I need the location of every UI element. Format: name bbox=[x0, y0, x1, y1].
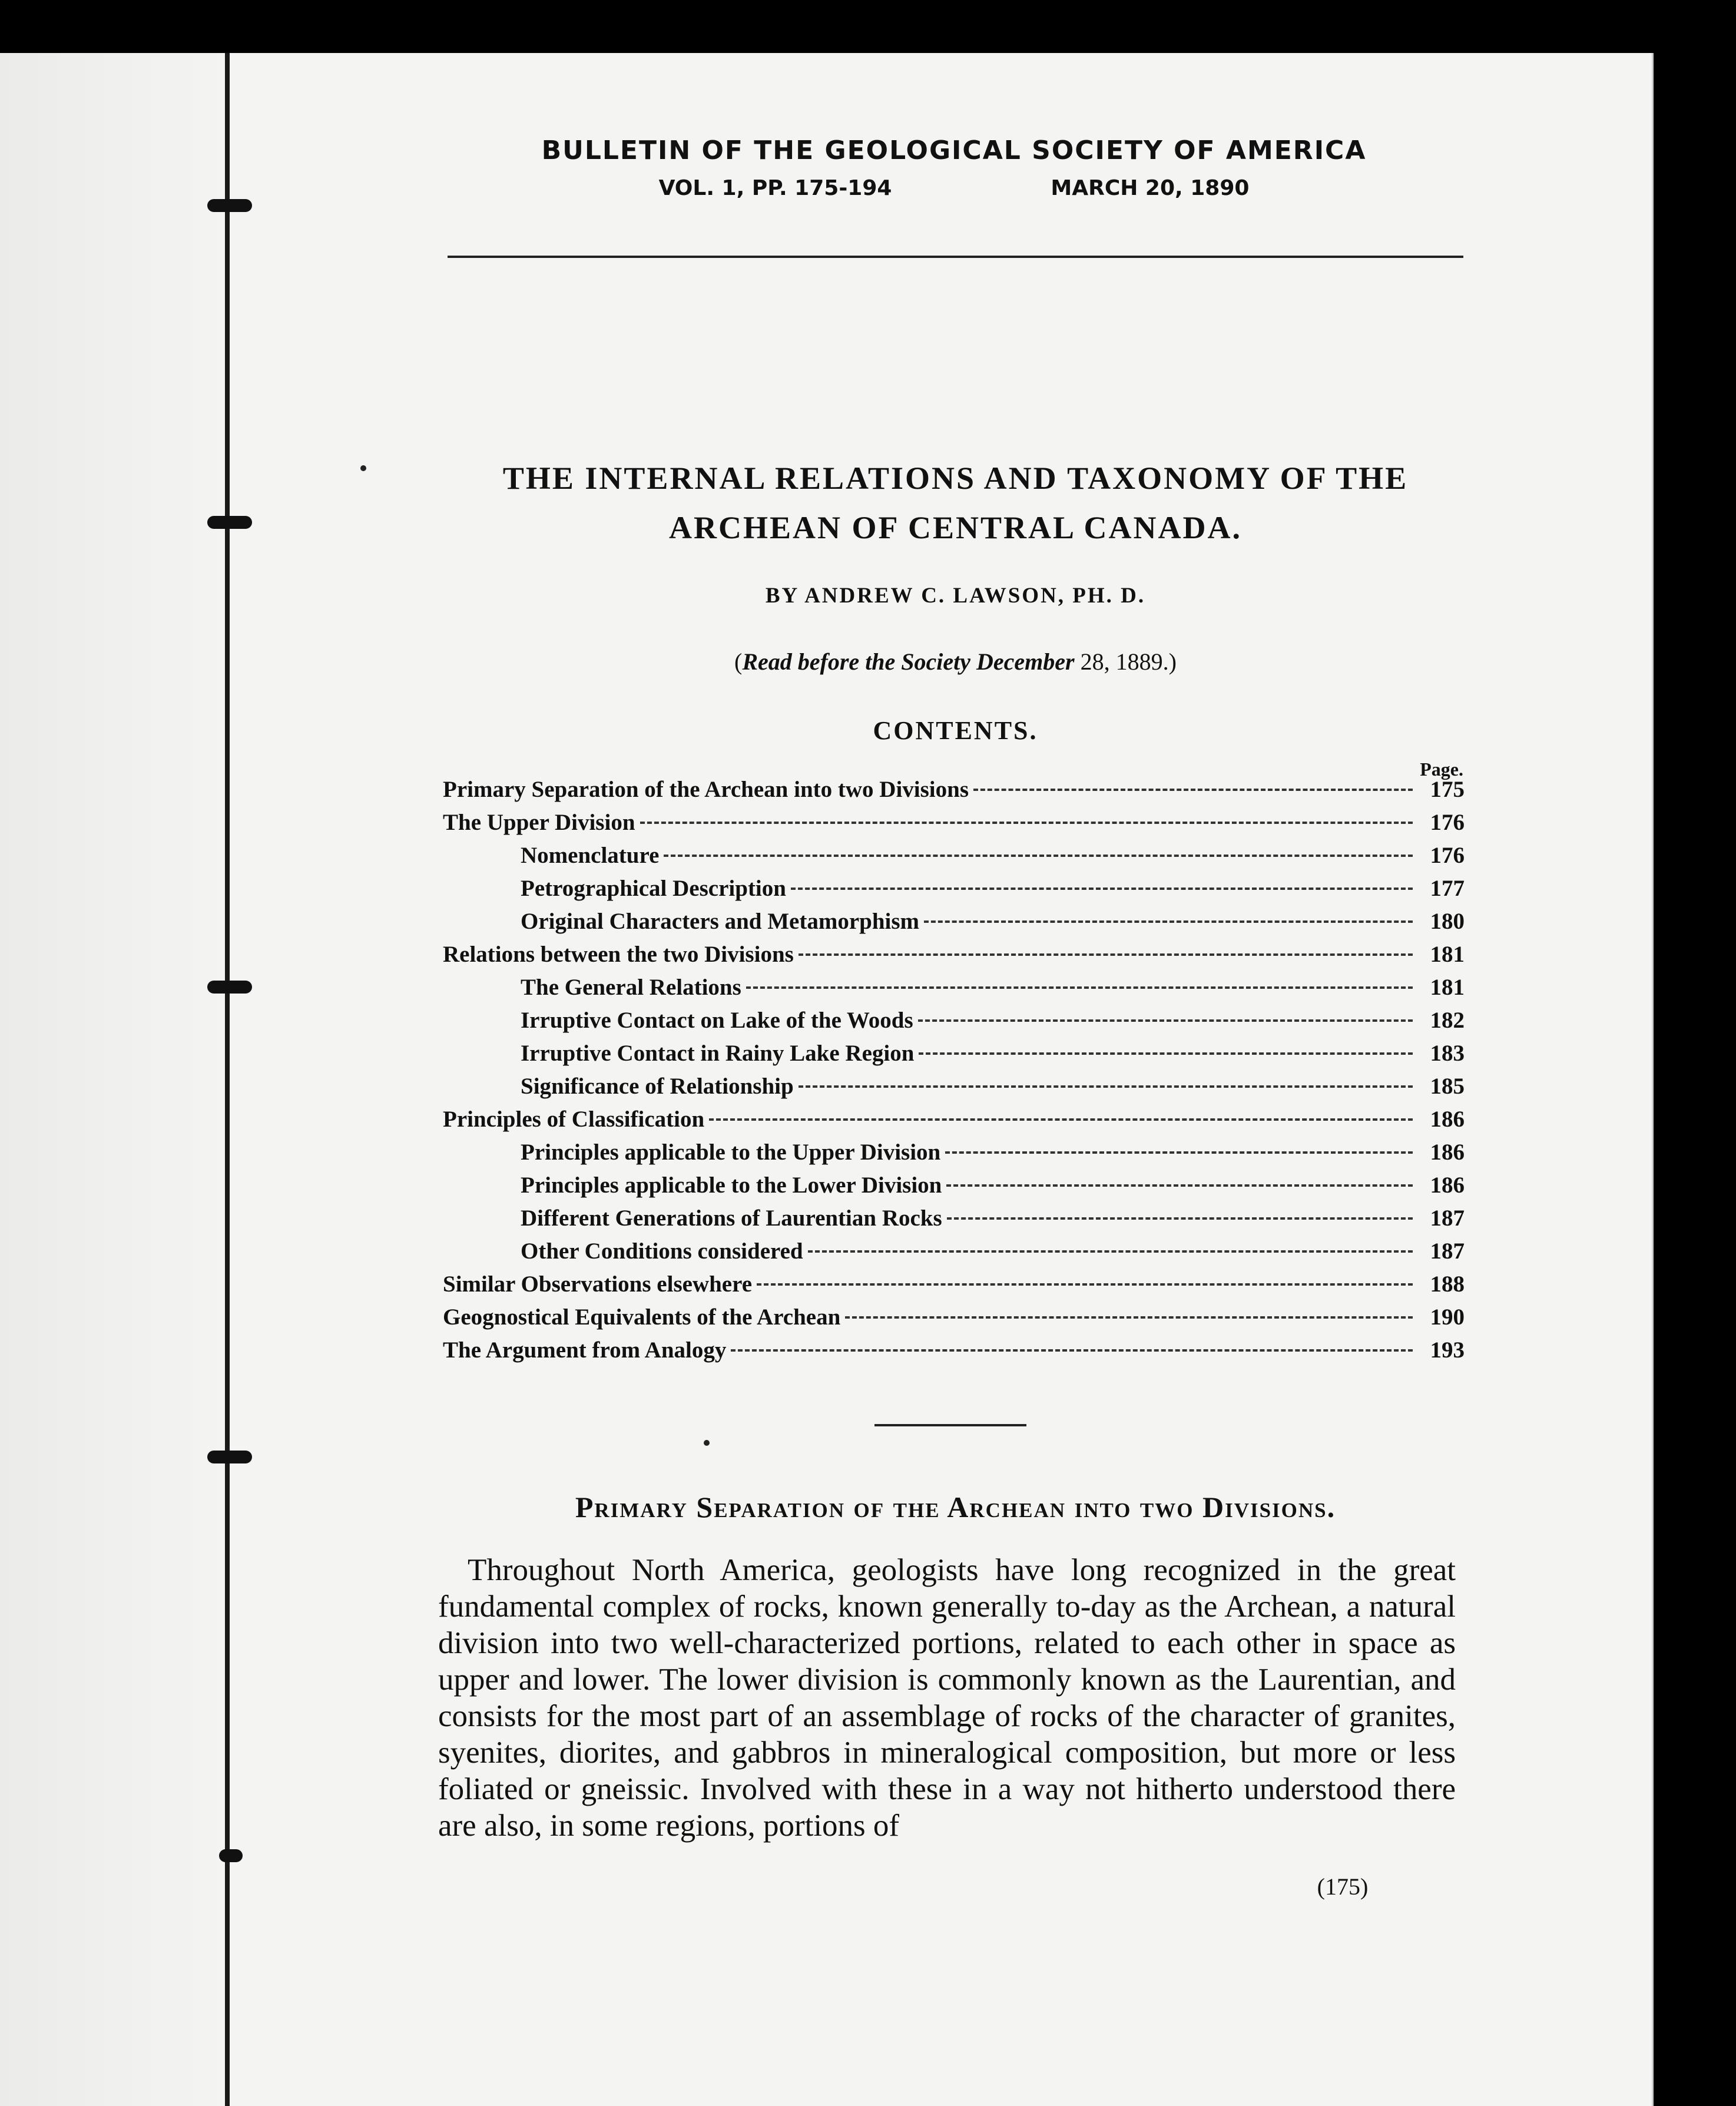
toc-page: 180 bbox=[1430, 909, 1465, 934]
toc-label: Relations between the two Divisions bbox=[443, 942, 794, 967]
section-divider bbox=[874, 1424, 1026, 1426]
toc-entry bbox=[443, 1304, 1465, 1337]
toc-entry bbox=[443, 776, 1465, 809]
toc-entry bbox=[443, 809, 1465, 842]
toc-label: Nomenclature bbox=[521, 843, 660, 868]
volume-pages: VOL. 1, PP. 175-194 bbox=[658, 176, 892, 200]
leader-dots bbox=[947, 1217, 1413, 1220]
toc-entry bbox=[443, 1337, 1465, 1370]
title-line-2: ARCHEAN OF CENTRAL CANADA. bbox=[668, 510, 1243, 545]
toc-page: 183 bbox=[1430, 1041, 1465, 1066]
toc-page: 175 bbox=[1430, 777, 1465, 802]
toc-entry bbox=[443, 875, 1465, 908]
leader-dots bbox=[709, 1118, 1413, 1121]
leader-dots bbox=[664, 855, 1413, 857]
toc-page: 182 bbox=[1430, 1008, 1465, 1033]
page-number: (175) bbox=[1317, 1873, 1369, 1900]
author-byline: BY ANDREW C. LAWSON, PH. D. bbox=[765, 584, 1146, 608]
leader-dots bbox=[845, 1316, 1413, 1319]
binding-stitch bbox=[207, 1451, 252, 1463]
toc-label: Principles applicable to the Lower Division bbox=[521, 1173, 942, 1198]
toc-entry bbox=[443, 1040, 1465, 1073]
header-rule bbox=[448, 256, 1463, 258]
toc-label: Other Conditions considered bbox=[521, 1239, 803, 1264]
issue-line bbox=[448, 176, 1460, 200]
toc-page: 177 bbox=[1430, 876, 1465, 901]
issue-date: MARCH 20, 1890 bbox=[1051, 176, 1250, 200]
leader-dots bbox=[731, 1349, 1413, 1352]
toc-entry bbox=[443, 1205, 1465, 1238]
toc-page: 176 bbox=[1430, 843, 1465, 868]
toc-page: 181 bbox=[1430, 975, 1465, 1000]
toc-label: The Argument from Analogy bbox=[443, 1337, 727, 1363]
body-paragraph: Throughout North America, geologists have long recognized in the great fundamental complex of rocks, known generally to-day as the Archean, a natural division into two well-characterized portions, related to each other in space as upper and lower. The lower division is commonly known as the Laurentian, and consists for the most part of an assemblage of rocks of the character of granites, syenites, diorites, and gabbros in mineralogical composition, but more or less foliated or gneissic. Involved with these in a way not hitherto understood there are also, in some regions, portions of bbox=[438, 1553, 1456, 1843]
leader-dots bbox=[945, 1151, 1413, 1154]
leader-dots bbox=[919, 1052, 1413, 1055]
leader-dots bbox=[918, 1019, 1413, 1022]
toc-label: Irruptive Contact on Lake of the Woods bbox=[521, 1008, 913, 1033]
page-column-label: Page. bbox=[1420, 759, 1463, 780]
leader-dots bbox=[746, 986, 1413, 989]
running-head bbox=[448, 135, 1460, 200]
toc-page: 176 bbox=[1430, 810, 1465, 835]
toc-label: Principles of Classification bbox=[443, 1107, 705, 1132]
binding-stitch bbox=[207, 199, 252, 212]
article-title bbox=[448, 453, 1463, 552]
leader-dots bbox=[799, 953, 1413, 956]
toc-entry bbox=[443, 842, 1465, 875]
leader-dots bbox=[757, 1283, 1413, 1286]
toc-label: Significance of Relationship bbox=[521, 1074, 794, 1099]
leader-dots bbox=[640, 822, 1413, 824]
toc-entry bbox=[443, 1007, 1465, 1040]
leader-dots bbox=[973, 789, 1413, 791]
leader-dots bbox=[799, 1085, 1413, 1088]
toc-entry bbox=[443, 1073, 1465, 1106]
toc-entry bbox=[443, 1139, 1465, 1172]
speck-mark bbox=[360, 465, 366, 471]
toc-label: Different Generations of Laurentian Rocks bbox=[521, 1206, 942, 1231]
toc-label: Original Characters and Metamorphism bbox=[521, 909, 920, 934]
toc-label: Similar Observations elsewhere bbox=[443, 1271, 753, 1297]
toc-entry bbox=[443, 908, 1465, 941]
toc-page: 185 bbox=[1430, 1074, 1465, 1099]
toc-page: 187 bbox=[1430, 1206, 1465, 1231]
read-note-open: ( bbox=[734, 648, 743, 675]
table-of-contents bbox=[443, 776, 1465, 1370]
toc-page: 188 bbox=[1430, 1271, 1465, 1297]
toc-label: Petrographical Description bbox=[521, 876, 786, 901]
binding-stitch bbox=[219, 1849, 243, 1862]
toc-label: Irruptive Contact in Rainy Lake Region bbox=[521, 1041, 915, 1066]
toc-entry bbox=[443, 1106, 1465, 1139]
toc-label: Primary Separation of the Archean into two Divisions bbox=[443, 777, 969, 802]
gutter-shade bbox=[0, 53, 236, 2106]
speck-mark bbox=[704, 1440, 710, 1446]
toc-page: 186 bbox=[1430, 1107, 1465, 1132]
toc-label: The Upper Division bbox=[443, 810, 635, 835]
binding-stitch bbox=[207, 516, 252, 529]
leader-dots bbox=[924, 920, 1413, 923]
body-text bbox=[438, 1552, 1456, 1844]
toc-label: Principles applicable to the Upper Division bbox=[521, 1140, 941, 1165]
leader-dots bbox=[946, 1184, 1413, 1187]
toc-page: 193 bbox=[1430, 1337, 1465, 1363]
toc-label: Geognostical Equivalents of the Archean bbox=[443, 1304, 841, 1330]
toc-entry bbox=[443, 1238, 1465, 1271]
toc-entry bbox=[443, 1271, 1465, 1304]
binding-stitch bbox=[207, 981, 252, 994]
section-heading: Primary Separation of the Archean into two Divisions. bbox=[575, 1491, 1336, 1524]
toc-page: 186 bbox=[1430, 1173, 1465, 1198]
read-note bbox=[448, 648, 1463, 675]
leader-dots bbox=[791, 888, 1413, 890]
read-note-italic: Read before the Society December bbox=[742, 648, 1075, 675]
leader-dots bbox=[808, 1250, 1413, 1253]
toc-page: 190 bbox=[1430, 1304, 1465, 1330]
read-note-date: 28, 1889.) bbox=[1074, 648, 1177, 675]
toc-page: 186 bbox=[1430, 1140, 1465, 1165]
toc-page: 181 bbox=[1430, 942, 1465, 967]
toc-entry bbox=[443, 974, 1465, 1007]
toc-entry bbox=[443, 941, 1465, 974]
toc-page: 187 bbox=[1430, 1239, 1465, 1264]
journal-title: BULLETIN OF THE GEOLOGICAL SOCIETY OF AMERICA bbox=[541, 135, 1367, 165]
contents-heading: CONTENTS. bbox=[873, 716, 1038, 745]
toc-entry bbox=[443, 1172, 1465, 1205]
title-line-1: THE INTERNAL RELATIONS AND TAXONOMY OF THE bbox=[502, 461, 1409, 496]
binding-spine bbox=[225, 53, 230, 2106]
toc-label: The General Relations bbox=[521, 975, 741, 1000]
